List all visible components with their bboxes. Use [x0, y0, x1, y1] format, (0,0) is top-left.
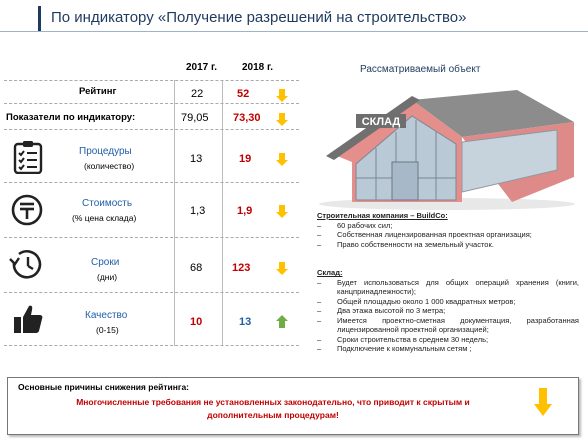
object-title: Рассматриваемый объект	[360, 64, 481, 75]
trend-down-arrow-icon	[276, 89, 288, 102]
tenge-icon	[11, 194, 43, 226]
warehouse-image	[312, 82, 582, 210]
warehouse-info	[317, 268, 579, 354]
title-bar	[38, 6, 584, 32]
row-label: Показатели по индикатору:	[6, 112, 136, 123]
reasons-box	[7, 377, 579, 435]
table-row-cost	[4, 183, 299, 238]
list-item: – Право собственности на земельный участок.	[317, 240, 579, 250]
value-2018: 52	[237, 88, 250, 100]
reasons-heading: Основные причины снижения рейтинга:	[18, 382, 190, 392]
list-item: – Сроки строительства в среднем 30 недель;	[317, 335, 579, 345]
list-item: – Общей площадью около 1 000 квадратных метров;	[317, 297, 579, 307]
company-heading: Строительная компания – BuildCo:	[317, 211, 448, 220]
trend-down-arrow-icon	[276, 205, 288, 218]
reasons-text: Многочисленные требования не установленных законодательно, что приводит к скрытым и дополнительным процедурам!	[76, 397, 470, 420]
page-title: По индикатору «Получение разрешений на строительство»	[51, 9, 467, 26]
row-sublabel: (количество)	[84, 161, 135, 171]
list-item: – Собственная лицензированная проектная организация;	[317, 230, 579, 240]
value-2018: 19	[239, 153, 252, 165]
row-label: Процедуры	[79, 146, 132, 157]
title-divider	[0, 31, 588, 32]
value-2017: 13	[190, 153, 203, 165]
row-sublabel: (% цена склада)	[72, 213, 137, 223]
list-item: – Два этажа высотой по 3 метра;	[317, 306, 579, 316]
checklist-icon	[13, 140, 43, 174]
row-sublabel: (дни)	[97, 272, 118, 282]
building-sign: СКЛАД	[361, 116, 401, 128]
value-2018: 1,9	[237, 205, 253, 217]
row-sublabel: (0-15)	[96, 325, 119, 335]
company-info	[317, 211, 579, 249]
value-2017: 1,3	[190, 205, 206, 217]
row-label: Рейтинг	[79, 86, 117, 97]
table-row-indicators	[4, 104, 299, 130]
value-2017: 68	[190, 262, 203, 274]
list-item: – Будет использоваться для общих операций хранения (книги, канцпринадлежности);	[317, 278, 579, 297]
value-2017: 10	[190, 316, 203, 328]
row-label: Сроки	[91, 257, 120, 268]
trend-up-arrow-icon	[276, 315, 288, 328]
trend-down-arrow-icon	[276, 153, 288, 166]
table-row-quality	[4, 293, 299, 346]
clock-icon	[9, 249, 45, 281]
row-label: Стоимость	[82, 198, 133, 209]
table-row-rating	[4, 80, 299, 104]
table-row-time	[4, 238, 299, 293]
year-2018-header: 2018 г.	[242, 62, 273, 73]
list-item: – Имеется проектно-сметная документация, разработанная лицензированной проектной организацией;	[317, 316, 579, 335]
trend-down-arrow-icon	[276, 262, 288, 275]
value-2017: 79,05	[181, 112, 209, 124]
list-item: – Подключение к коммунальным сетям ;	[317, 344, 579, 354]
warehouse-heading: Склад:	[317, 268, 343, 277]
trend-down-arrow-icon	[534, 388, 552, 416]
list-item: – 60 рабочих сил;	[317, 221, 579, 231]
table-row-procedures	[4, 130, 299, 183]
thumbs-up-icon	[12, 303, 44, 335]
value-2018: 123	[232, 262, 251, 274]
trend-down-arrow-icon	[276, 113, 288, 126]
value-2018: 13	[239, 316, 252, 328]
year-2017-header: 2017 г.	[186, 62, 217, 73]
value-2017: 22	[191, 88, 204, 100]
row-label: Качество	[85, 310, 128, 321]
value-2018: 73,30	[233, 112, 261, 124]
